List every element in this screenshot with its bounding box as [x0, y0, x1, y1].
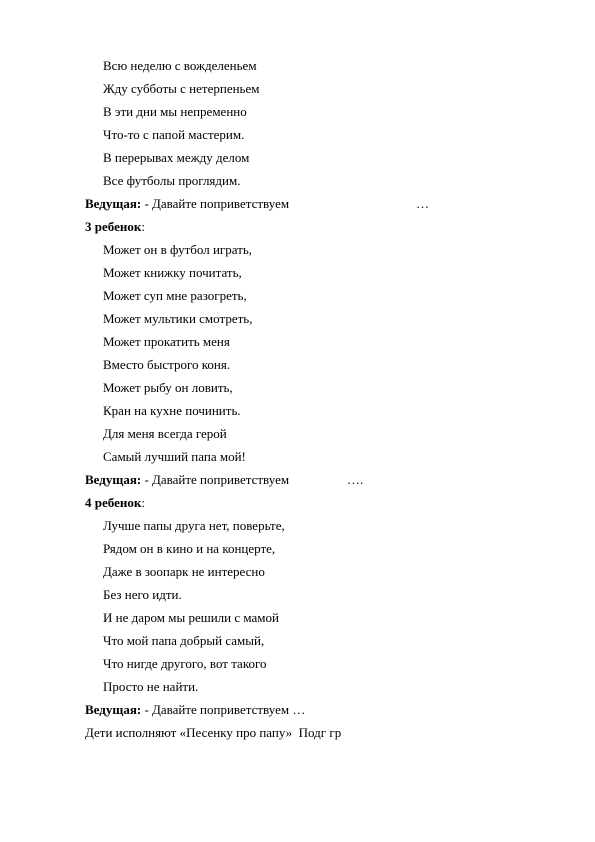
host-text: - Давайте поприветствуем	[141, 196, 290, 211]
host-line	[85, 472, 289, 488]
speaker-heading	[85, 495, 145, 511]
verse-line: Даже в зоопарк не интересно	[103, 564, 265, 579]
verse-line: Самый лучший папа мой!	[103, 449, 246, 464]
child-label: 4 ребенок	[85, 495, 142, 510]
speaker-label: Ведущая:	[85, 702, 142, 717]
verse-line: Все футболы проглядим.	[103, 173, 241, 188]
verse-line: Кран на кухне починить.	[103, 403, 241, 418]
speaker-heading	[85, 219, 145, 235]
host-line	[85, 702, 305, 718]
verse-line: Для меня всегда герой	[103, 426, 227, 441]
verse-line: Жду субботы с нетерпеньем	[103, 81, 260, 96]
verse-line: Может мультики смотреть,	[103, 311, 253, 326]
verse-line: Лучше папы друга нет, поверьте,	[103, 518, 285, 533]
heading-colon: :	[141, 219, 145, 234]
verse-line: Всю неделю с вожделеньем	[103, 58, 257, 73]
verse-line: Что-то с папой мастерим.	[103, 127, 245, 142]
verse-line: Может рыбу он ловить,	[103, 380, 233, 395]
closing-line: Дети исполняют «Песенку про папу» Подг гр	[85, 725, 342, 740]
verse-line: Рядом он в кино и на концерте,	[103, 541, 276, 556]
verse-line: Без него идти.	[103, 587, 182, 602]
host-text: - Давайте поприветствуем …	[141, 702, 306, 717]
speaker-label: Ведущая:	[85, 472, 142, 487]
verse-line: Что нигде другого, вот такого	[103, 656, 267, 671]
verse-line: Просто не найти.	[103, 679, 199, 694]
host-text: - Давайте поприветствуем	[141, 472, 290, 487]
verse-line: Может книжку почитать,	[103, 265, 242, 280]
speaker-label: Ведущая:	[85, 196, 142, 211]
verse-line: Может прокатить меня	[103, 334, 230, 349]
host-trail: ….	[347, 472, 364, 487]
host-line	[85, 196, 289, 212]
child-label: 3 ребенок	[85, 219, 142, 234]
verse-line: Что мой папа добрый самый,	[103, 633, 265, 648]
verse-line: Может он в футбол играть,	[103, 242, 253, 257]
verse-line: И не даром мы решили с мамой	[103, 610, 279, 625]
verse-line: Вместо быстрого коня.	[103, 357, 231, 372]
heading-colon: :	[141, 495, 145, 510]
host-trail: …	[416, 196, 429, 211]
verse-line: В перерывах между делом	[103, 150, 250, 165]
verse-line: В эти дни мы непременно	[103, 104, 247, 119]
verse-line: Может суп мне разогреть,	[103, 288, 247, 303]
